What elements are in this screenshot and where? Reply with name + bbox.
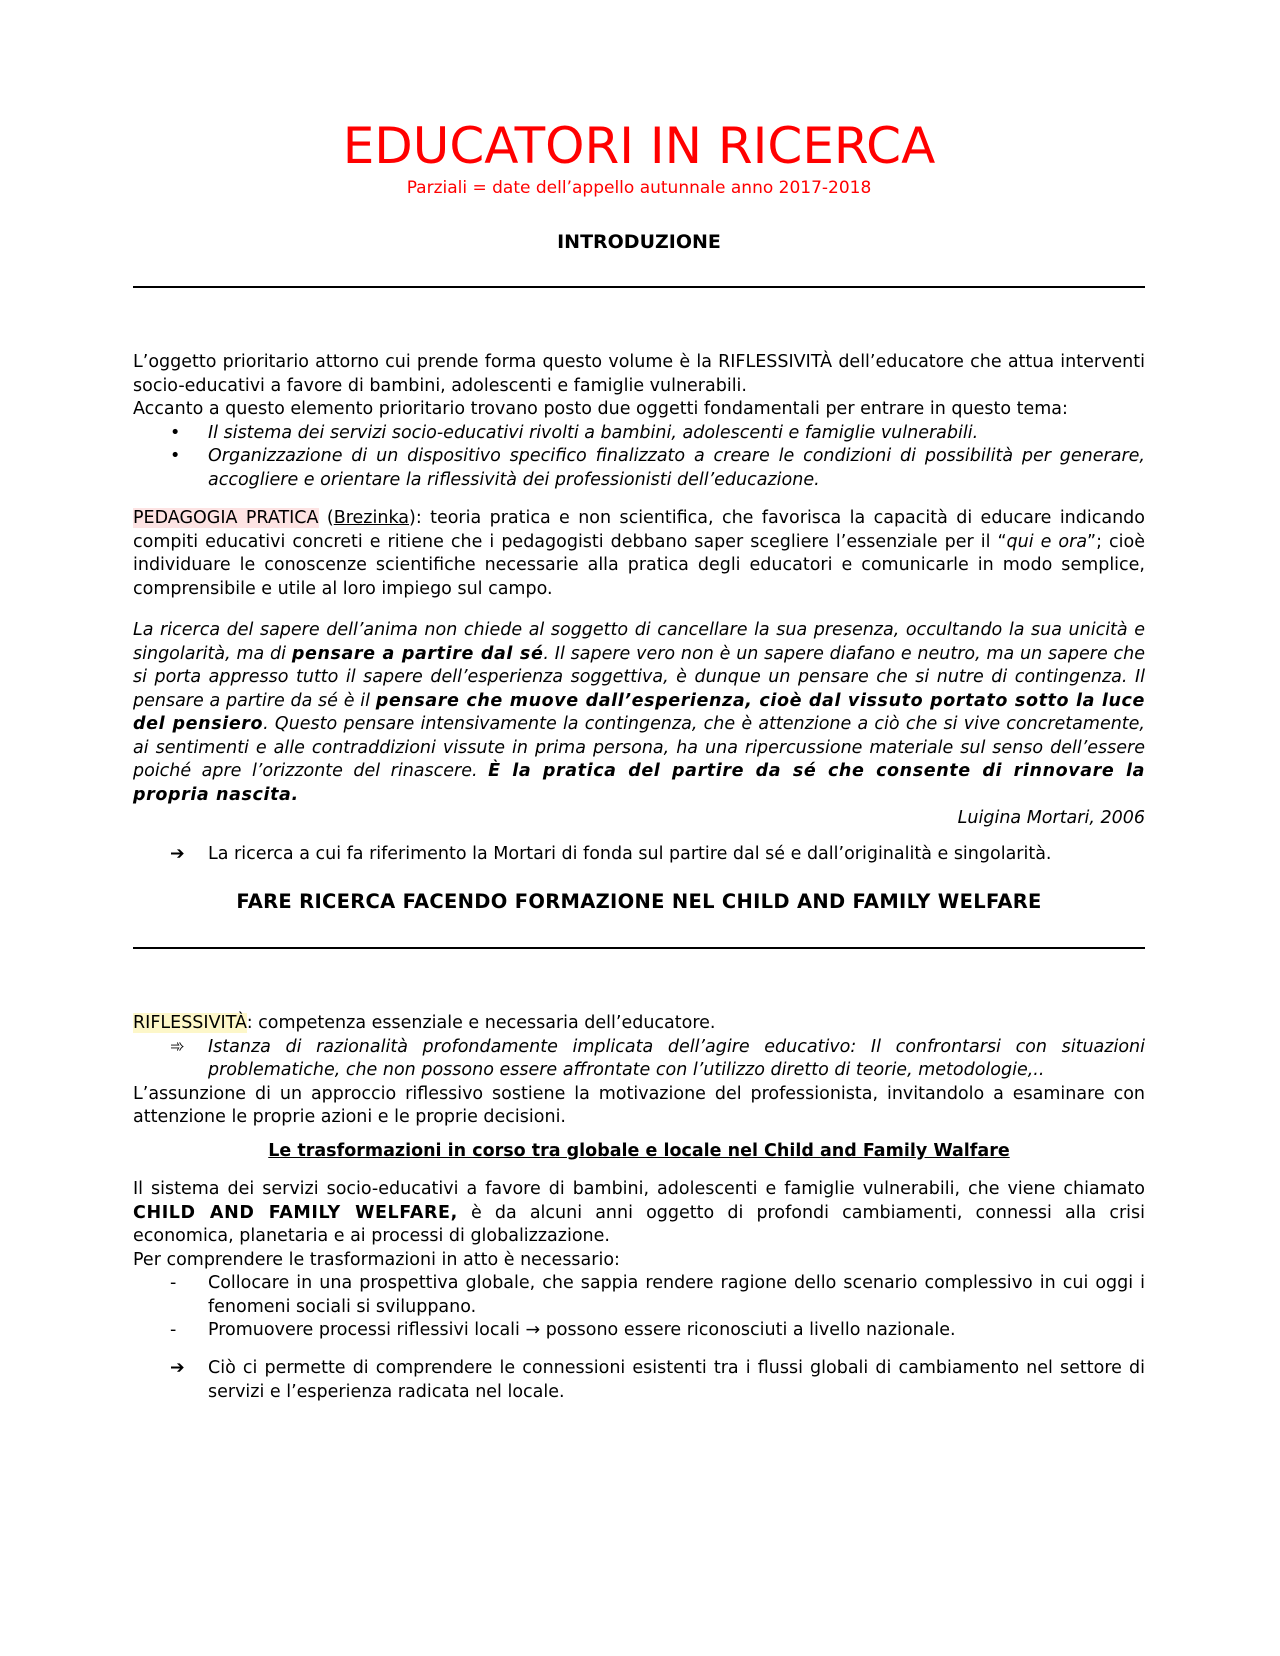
dash-icon: - [170,1320,177,1340]
riflessivita-section: RIFLESSIVITÀ: competenza essenziale e necessaria dell’educatore. ➾ Istanza di razionalità profondamente implicata dell’agire educativo: Il confrontarsi con situazioni problematiche, che non possono essere affrontate con l’utilizzo diretto di teorie, metodologie,.. L’assunzione di un approccio riflessivo sostiene la motivazione del professionista, invitandolo a esaminare con attenzione le proprie azioni e le proprie decisioni. [133,1012,1145,1130]
bullet-icon: • [170,422,181,443]
document-subtitle: Parziali = date dell’appello autunnale anno 2017-2018 [406,178,872,198]
section-divider [133,286,1145,288]
arrow-outline-icon: ➾ [170,1036,185,1057]
section-divider [133,947,1145,949]
intro-section [133,351,1145,492]
list-item: - Collocare in una prospettiva globale, che sappia rendere ragione dello scenario complessivo in cui oggi i fenomeni sociali si sviluppano. [170,1273,1145,1317]
list-item: ➾ Istanza di razionalità profondamente implicata dell’agire educativo: Il confrontarsi con situazioni problematiche, che non possono essere affrontate con l’utilizzo diretto di teorie, metodologie,.. [170,1036,1145,1080]
list-item: • Il sistema dei servizi socio-educativi rivolti a bambini, adolescenti e famiglie vulnerabili. [133,422,1145,446]
document-title: EDUCATORI IN RICERCA [342,117,936,175]
intro-paragraph-2: Accanto a questo elemento prioritario trovano posto due oggetti fondamentali per entrare in questo tema: [133,399,1068,419]
mortari-quote: La ricerca del sapere dell’anima non chiede al soggetto di cancellare la sua presenza, occultando la sua unicità e singolarità, ma di pensare a partire dal sé. Il sapere vero non è un sapere diafano e neutro, ma un sapere che si porta appresso tutto il sapere dell’esperienza soggettiva, è dunque un pensare che si nutre di contingenza. Il pensare a partire da sé è il pensare che muove dall’esperienza, cioè dal vissuto portato sotto la luce del pensiero. Questo pensare intensivamente la contingenza, che è attenzione a ciò che si vive concretamente, ai sentimenti e alle contraddizioni vissute in prima persona, ha una ripercussione materiale sul senso dell’essere poiché apre l’orizzonte del rinascere. È la pratica del partire da sé che consente di rinnovare la propria nascita. Luigina Mortari, 2006 [133,619,1145,831]
heading-introduzione: INTRODUZIONE [557,231,721,253]
term-pedagogia-pratica: PEDAGOGIA PRATICA [133,508,319,528]
list-item: • Organizzazione di un dispositivo specifico finalizzato a creare le condizioni di possibilità per generare, accogliere e orientare la riflessività dei professionisti dell’educazione. [170,446,1145,490]
subheading-trasformazioni: Le trasformazioni in corso tra globale e locale nel Child and Family Walfare [268,1141,1010,1161]
arrow-right-icon: ➔ [170,1358,185,1378]
quote-attribution: Luigina Mortari, 2006 [957,808,1145,828]
cfw-paragraph-2: Per comprendere le trasformazioni in atto è necessario: [133,1249,620,1270]
heading-child-family-welfare: FARE RICERCA FACENDO FORMAZIONE NEL CHILD AND FAMILY WELFARE [236,890,1042,913]
intro-paragraph-1: L’oggetto prioritario attorno cui prende forma questo volume è la RIFLESSIVITÀ dell’educatore che attua interventi socio-educativi a favore di bambini, adolescenti e famiglie vulnerabili. [133,352,1145,396]
list-item: - Promuovere processi riflessivi locali → possono essere riconosciuti a livello nazionale. [133,1319,1145,1343]
arrow-right-icon: ➔ [170,844,185,864]
pedagogia-paragraph: PEDAGOGIA PRATICA (Brezinka): teoria pratica e non scientifica, che favorisca la capacità di educare indicando compiti educativi concreti e ritiene che i pedagogisti debbano saper scegliere l’essenziale per il “qui e ora”; cioè individuare le conoscenze scientifiche necessarie alla pratica degli educatori e comunicarle in modo semplice, comprensibile e utile al loro impiego sul campo. [133,508,1145,599]
cfw-dash-list [133,1272,1145,1343]
intro-bullet-list [133,422,1145,493]
author-brezinka: Brezinka [333,508,409,528]
riflessivita-arrow-list [133,1036,1145,1083]
term-riflessivita: RIFLESSIVITÀ [133,1013,247,1033]
dash-icon: - [170,1273,177,1293]
arrow-note-connessioni: ➔ Ciò ci permette di comprendere le connessioni esistenti tra i flussi globali di cambiamento nel settore di servizi e l’esperienza radicata nel locale. [170,1358,1145,1402]
bullet-icon: • [170,446,181,466]
arrow-note-mortari: ➔ La ricerca a cui fa riferimento la Mortari di fonda sul partire dal sé e dall’originalità e singolarità. [133,843,1145,867]
cfw-section: Il sistema dei servizi socio-educativi a favore di bambini, adolescenti e famiglie vulnerabili, che viene chiamato CHILD AND FAMILY WELFARE, è da alcuni anni oggetto di profondi cambiamenti, connessi alla crisi economica, planetaria e ai processi di globalizzazione. Per comprendere le trasformazioni in atto è necessario: - Collocare in una prospettiva globale, che sappia rendere ragione dello scenario complessivo in cui oggi i fenomeni sociali si sviluppano. - Promuovere processi riflessivi locali → possono essere riconosciuti a livello nazionale. [133,1178,1145,1343]
riflessivita-paragraph-2: L’assunzione di un approccio riflessivo sostiene la motivazione del professionista, invitandolo a esaminare con attenzione le proprie azioni e le proprie decisioni. [133,1083,1145,1127]
